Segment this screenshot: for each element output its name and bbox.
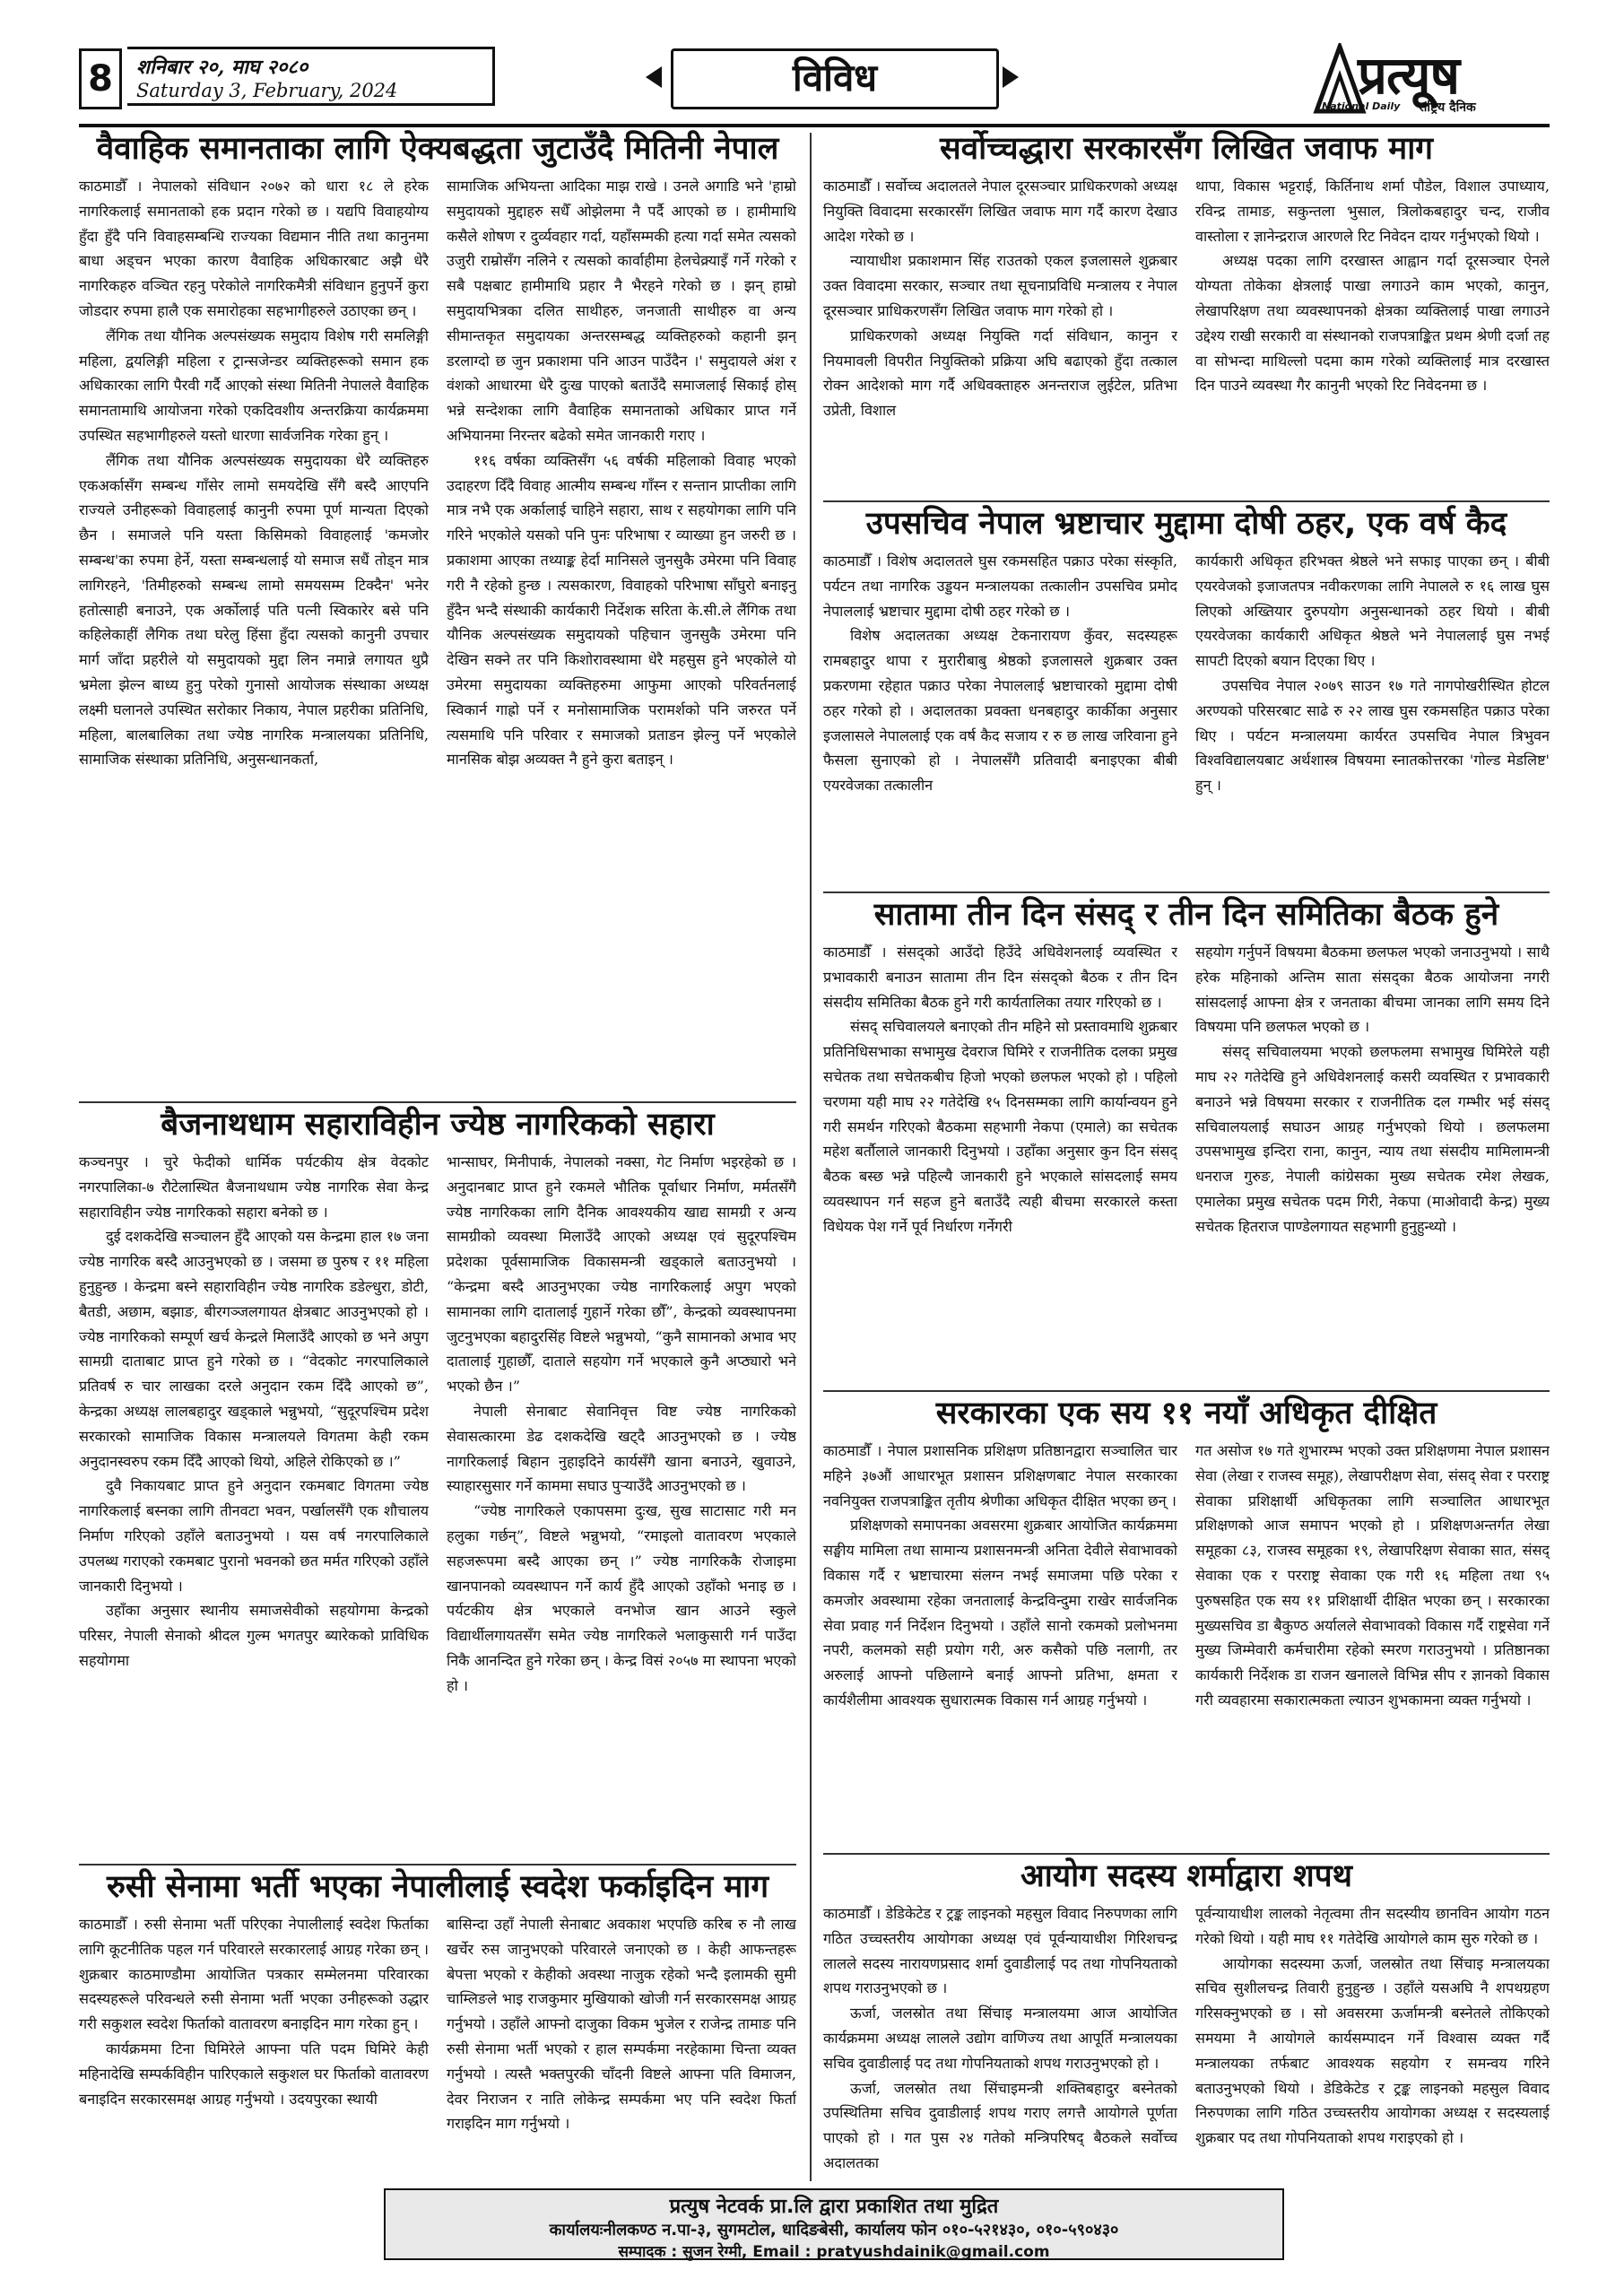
headline: वैवाहिक समानताका लागि ऐक्यबद्धता जुटाउँदै मितिनी नेपाल: [96, 131, 779, 167]
paragraph: उपसचिव नेपाल २०७९ साउन १७ गते नागपोखरीस्थित होटल अरण्यको परिसरबाट साढे रु २२ लाख घुस रकमसहित पक्राउ परेका थिए । पर्यटन मन्त्रालयमा कार्यरत उपसचिव नेपाल त्रिभुवन विश्वविद्यालयबाट अर्थशास्त्र विषयमा स्नातकोत्तरका 'गोल्ड मेडलिष्ट' हुन् ।: [1195, 676, 1550, 795]
article-divider: [79, 1101, 796, 1103]
article-divider: [823, 1390, 1550, 1392]
paragraph: सहयोग गर्नुपर्ने विषयमा बैठकमा छलफल भएको जनाउनुभयो । साथै हरेक महिनाको अन्तिम साता संसद्का बैठक आयोजना नगरी सांसदलाई आफ्ना क्षेत्र र जनताका बीचमा जानका लागि समय दिने विषयमा पनि छलफल भएको छ ।: [1195, 944, 1550, 1036]
paragraph: ऊर्जा, जलस्रोत तथा सिंचाइमन्त्री शक्तिबहादुर बस्नेतको उपस्थितिमा सचिव दुवाडीलाई शपथ गराए लगत्तै आयोगले पूर्णता पाएको हो । गत पुस २४ गतेको मन्त्रिपरिषद् बैठकले सर्वोच्च अदालतका: [823, 2079, 1177, 2171]
paragraph: काठमाडौँ । सर्वोच्च अदालतले नेपाल दूरसञ्चार प्राधिकरणको अध्यक्ष नियुक्ति विवादमा सरकारसँग लिखित जवाफ माग गर्दै कारण देखाउ आदेश गरेको छ ।: [823, 178, 1177, 245]
paragraph: प्रशिक्षणको समापनका अवसरमा शुक्रबार आयोजित कार्यक्रममा सङ्घीय मामिला तथा सामान्य प्रशासनमन्त्री अनिता देवीले सेवाभावको विकास गर्दै र भ्रष्टाचारमा संलग्न नभई समाजमा पछि परेका र कमजोर अवस्थामा रहेका जनतालाई केन्द्रविन्दुमा राखेर सार्वजनिक सेवा प्रवाह गर्न निर्देशन दिनुभयो । उहाँले सानो रकमको प्रलोभनमा नपरी, कलमको सही प्रयोग गरी, अरु कसैको पछि नलागी, तर अरुलाई आफ्नो पछिलाग्ने बनाई आफ्नो प्रतिभा, क्षमता र कार्यशैलीमा आवश्यक सुधारात्मक विकास गर्न आग्रह गर्नुभयो ।: [823, 1517, 1177, 1709]
paragraph: लैंगिक तथा यौनिक अल्पसंख्यक समुदाय विशेष गरी समलिङ्गी महिला, द्वयलिङ्गी महिला र ट्रान्सजेन्डर व्यक्तिहरूको समान हक अधिकारका लागि पैरवी गर्दै आएको संस्था मितिनी नेपालले वैवाहिक समानतामाथि आयोजना गरेको एकदिवशीय अन्तरक्रिया कार्यक्रममा उपस्थित सहभागीहरुले यस्तो धारणा सार्वजनिक गरेका हुन् ।: [79, 326, 429, 444]
article-column: [1195, 1439, 1550, 1851]
headline: सरकारका एक सय ११ नयाँ अधिकृत दीक्षित: [935, 1396, 1437, 1431]
header-rule: [79, 124, 1550, 127]
article-new-officers: [823, 1394, 1550, 1851]
article-column: [447, 1912, 796, 2181]
article-column: [79, 1912, 429, 2181]
headline: रुसी सेनामा भर्ती भएका नेपालीलाई स्वदेश फर्काइदिन माग: [106, 1869, 769, 1905]
article-parliament-schedule: [823, 895, 1550, 1388]
logo-name: प्रत्यूष: [1358, 45, 1459, 106]
article-marriage-equality: [79, 129, 796, 1098]
article-divider: [823, 891, 1550, 893]
paragraph: ऊर्जा, जलस्रोत तथा सिंचाइ मन्त्रालयमा आज आयोजित कार्यक्रममा अध्यक्ष लालले उद्योग वाणिज्य तथा आपूर्ति मन्त्रालयका सचिव दुवाडीलाई पद तथा गोपनियताको शपथ गराउनुभएको हो ।: [823, 2005, 1177, 2072]
headline: सातामा तीन दिन संसद् र तीन दिन समितिका बैठक हुने: [873, 897, 1499, 933]
headline: आयोग सदस्य शर्माद्वारा शपथ: [1020, 1858, 1352, 1894]
paragraph: प्राधिकरणको अध्यक्ष नियुक्ति गर्दा संविधान, कानुन र नियमावली विपरीत नियुक्तिको प्रक्रिया अघि बढाएको हुँदा तत्काल रोक्न आदेशको माग गर्दै अधिवक्ताहरु अनन्तराज लुईटेल, प्रतिभा उप्रेती, विशाल: [823, 326, 1177, 420]
paragraph: संसद् सचिवालयले बनाएको तीन महिने सो प्रस्तावमाथि शुक्रबार प्रतिनिधिसभाका सभामुख देवराज घिमिरे र राजनीतिक दलका प्रमुख सचेतक तथा सचेतकबीच हिजो भएको छलफल भएको हो । पहिलो चरणमा यही माघ २२ गतेदेखि १५ दिनसम्मका लागि कार्यान्वयन हुने गरी समर्थन गरिएको बैठकमा सहभागी नेकपा (एमाले) का सचेतक महेश बर्तौलाले जानकारी दिनुभयो । उहाँका अनुसार कुन दिन संसद् बैठक बस्छ भन्ने पहिल्यै जानकारी हुने भएकाले सांसदलाई समय व्यवस्थापन गर्न सहज हुने बताउँदै त्यही बीचमा सरकारले कस्ता विधेयक पेश गर्ने पूर्व निर्धारण गर्नेगरी: [823, 1018, 1177, 1235]
paragraph: गत असोज १७ गते शुभारम्भ भएको उक्त प्रशिक्षणमा नेपाल प्रशासन सेवा (लेखा र राजस्व समूह), लेखापरीक्षण सेवा, संसद् सेवा र परराष्ट्र सेवाका प्रशिक्षार्थी अधिकृतका लागि सञ्चालित आधारभूत प्रशिक्षणको आज समापन भएको हो । प्रशिक्षणअन्तर्गत लेखा समूहका ८३, राजस्व समूहका १९, लेखापरिक्षण सेवाका सात, संसद् सेवाका एक र परराष्ट्र सेवाका एक गरी १६ महिला तथा ९५ पुरुषसहित एक सय ११ प्रशिक्षार्थी दीक्षित भएका छन् । सरकारका मुख्यसचिव डा बैकुण्ठ अर्यालले सेवाभावको विकास गर्दै राष्ट्रसेवा गर्ने मुख्य जिम्मेवारी कर्मचारीमा रहेको स्मरण गराउनुभयो । प्रतिष्ठानका कार्यकारी निर्देशक डा राजन खनालले विभिन्न सीप र ज्ञानको विकास गरी व्यवहारमा सकारात्मकता ल्याउन शुभकामना व्यक्त गर्नुभयो ।: [1195, 1442, 1550, 1709]
masthead-logo: [1313, 43, 1550, 118]
date-english: Saturday 3, February, 2024: [136, 80, 398, 101]
article-column: [447, 1150, 796, 1858]
paragraph: आयोगका सदस्यमा ऊर्जा, जलस्रोत तथा सिंचाइ मन्त्रालयका सचिव सुशीलचन्द्र तिवारी हुनुहुन्छ । उहाँले यसअघि नै शपथग्रहण गरिसक्नुभएको छ । सो अवसरमा ऊर्जामन्त्री बस्नेतले तोकिएको समयमा नै आयोगले कार्यसम्पादन गर्ने विश्वास व्यक्त गर्दै मन्त्रालयका तर्फबाट आवश्यक सहयोग र समन्वय गरिने बताउनुभएको थियो । डेडिकेटेड र ट्रङ्क लाइनको महसुल विवाद निरुपणका लागि गठित उच्चस्तरीय आयोगका अध्यक्ष र सदस्यलाई शुक्रबार पद तथा गोपनियताको शपथ गराइएको हो ।: [1195, 1954, 1550, 2147]
paragraph: सामाजिक अभियन्ता आदिका माझ राखे । उनले अगाडि भने 'हाम्रो समुदायको मुद्दाहरु सधैँ ओझेलमा नै पर्दै आएको छ । हामीमाथि कसैले शोषण र दुर्व्यवहार गर्दा, यहाँसम्मकी हत्या गर्दा समेत त्यसको उजुरी राम्रोसँग नलिने र त्यसको कार्वाहीमा हेलचेक्र्याइँ गर्ने गरेको र सबै पक्षबाट हामीमाथि प्रहार नै भैरहने गरेको छ । झन् हाम्रो समुदायभित्रका दलित साथीहरु, जनजाती साथीहरु वा अन्य सीमान्तकृत समुदायका अन्तरसम्बद्ध व्यक्तिहरुको कहानी झन् डरलाग्दो छ जुन प्रकाशमा पनि आउन पाउँदैन ।' समुदायले अंश र वंशको आधारमा धेरै दुःख पाएको बताउँदै समाजलाई सिकाई होस् भन्ने सन्देशका लागि वैवाहिक समानताको अधिकार प्राप्त गर्ने अभियानमा निरन्तर बढेको समेत जानकारी गराए ।: [447, 178, 796, 444]
footer-editor-email: सम्पादक : सुजन रेग्मी, Email : pratyushdainik@gmail.com: [618, 2243, 1050, 2261]
paragraph: दुवै निकायबाट प्राप्त हुने अनुदान रकमबाट विगतमा ज्येष्ठ नागरिकलाई बस्नका लागि तीनवटा भवन, पर्खालसँगै एक शौचालय निर्माण गरिएको उहाँले बताउनुभयो । यस वर्ष नगरपालिकाले उपलब्ध गराएको रकमबाट पुरानो भवनको छत मर्मत गरिएको उहाँले जानकारी दिनुभयो ।: [79, 1477, 429, 1595]
article-column: [1195, 549, 1550, 890]
article-column: [1195, 1901, 1550, 2181]
article-russia-recruits: [79, 1867, 796, 2181]
column-divider: [810, 133, 812, 2181]
page-header: [79, 43, 1550, 122]
logo-subtitle-english: National Daily: [1322, 100, 1401, 112]
headline: बैजनाथधाम सहाराविहीन ज्येष्ठ नागरिकको सहारा: [161, 1107, 715, 1143]
paragraph: काठमाडौँ । रुसी सेनामा भर्ती परिएका नेपालीलाई स्वदेश फिर्ताका लागि कूटनीतिक पहल गर्न परिवारले सरकारलाई आग्रह गरेका छन् । शुक्रबार काठमाण्डौमा आयोजित पत्रकार सम्मेलनमा परिवारका सदस्यहरूले परिवन्धले रुसी सेनामा भर्ती भएका उनीहरूको उद्धार गरी सकुशल स्वदेश फिर्ताको वातावरण बनाइदिन माग गरेका हुन् ।: [79, 1916, 429, 2033]
article-divider: [79, 1864, 796, 1866]
paragraph: कार्यक्रममा टिना घिमिरेले आफ्ना पति पदम घिमिरे केही महिनादेखि सम्पर्कविहीन पारिएकाले सकुशल घर फिर्ताको वातावरण बनाइदिन सरकारसमक्ष आग्रह गर्नुभयो । उदयपुरका स्थायी: [79, 2039, 429, 2108]
article-column: [79, 174, 429, 1093]
article-column: [823, 1439, 1177, 1851]
article-column: [1195, 940, 1550, 1388]
footer-address: कार्यालयःनीलकण्ठ न.पा-३, सुगमटोल, धादिङबेसी, कार्यालय फोन ०१०-५२१४३०, ०१०-५९०४३०: [549, 2221, 1119, 2239]
paragraph: उहाँका अनुसार स्थानीय समाजसेवीको सहयोगमा केन्द्रको परिसर, नेपाली सेनाको श्रीदल गुल्म भगतपुर ब्यारेकको प्राविधिक सहयोगमा: [79, 1602, 429, 1669]
article-divider: [823, 1853, 1550, 1855]
paragraph: बासिन्दा उहाँ नेपाली सेनाबाट अवकाश भएपछि करिब रु नौ लाख खर्चेर रुस जानुभएको परिवारले जनाएको छ । केही आफन्तहरू बेपत्ता भएको र केहीको अवस्था नाजुक रहेको भन्दै इलामकी सुमी चाम्लिङले भाइ राजकुमार मुखियाको खोजी गर्न सरकारसमक्ष आग्रह गर्नुभयो । उहाँले आफ्नो दाजुका विकम भुजेल र राजेन्द्र तामाङ पनि रुसी सेनामा भर्ती भएको र हाल सम्पर्कमा नरहेकामा चिन्ता व्यक्त गर्नुभयो । त्यस्तै भक्तपुरकी चाँदनी विष्टले आफ्ना पति विमाजन, देवर निराजन र नाति लोकेन्द्र सम्पर्कमा भए पनि स्वदेश फिर्ता गराइदिन माग गर्नुभयो ।: [447, 1916, 796, 2133]
paragraph: कञ्चनपुर । चुरे फेदीको धार्मिक पर्यटकीय क्षेत्र वेदकोट नगरपालिका-७ रौटेलास्थित बैजनाथधाम ज्येष्ठ नागरिक सेवा केन्द्र सहाराविहीन ज्येष्ठ नागरिकको सहारा बनेको छ ।: [79, 1153, 429, 1221]
date-nepali: शनिबार २०, माघ २०८०: [136, 56, 308, 79]
paragraph: लैंगिक तथा यौनिक अल्पसंख्यक समुदायका धेरै व्यक्तिहरु एकअर्कासँग सम्बन्ध गाँसेर लामो समयदेखि सँगै बस्दै आएपनि राज्यले उनीहरूको विवाहलाई कानुनी रुपमा पूर्ण मान्यता दिएको छैन । समाजले पनि यस्ता किसिमको विवाहलाई 'कमजोर सम्बन्ध'का रुपमा हेर्ने, यस्ता सम्बन्धलाई यो समाज सधैं तोड्न मात्र लागिरहने, 'तिमीहरुको सम्बन्ध लामो समयसम्म टिक्दैन' भनेर हतोत्साही बनाउने, एक अर्कोलाई पति पत्नी स्विकारेर बसे पनि कहिलेकाहीं लैगिक तथा घरेलु हिंसा हुँदा त्यसको कानुनी उपचार मार्ग जाँदा प्रहरीले यो समुदायको मुद्दा लिन नमान्ने लगायत थुप्रै भ्रमेला झेल्न बाध्य हुनु परेको गुनासो आयोजक संस्थाका अध्यक्ष लक्ष्मी घलानले उपस्थित सरोकार निकाय, नेपाल प्रहरीका प्रतिनिधि, महिला, बालबालिका तथा ज्येष्ठ नागरिक मन्त्रालयका प्रतिनिधि, सामाजिक संस्थाका प्रतिनिधि, अनुसन्धानकर्ता,: [79, 451, 429, 769]
paragraph: काठमाडौँ । नेपाल प्रशासनिक प्रशिक्षण प्रतिष्ठानद्वारा सञ्चालित चार महिने ३७औं आधारभूत प्रशासन प्रशिक्षणबाट नेपाल सरकारका नवनियुक्त राजपत्राङ्कित तृतीय श्रेणीका अधिकृत दीक्षित भएका छन् ।: [823, 1442, 1177, 1509]
headline: सर्वोच्चद्धारा सरकारसँग लिखित जवाफ माग: [940, 131, 1433, 167]
paragraph: थापा, विकास भट्टराई, किर्तिनाथ शर्मा पौडेल, विशाल उपाध्याय, रविन्द्र तामाङ, सकुन्तला भुसाल, त्रिलोकबहादुर चन्द, राजीव वास्तोला र ज्ञानेन्द्रराज आरणले रिट निवेदन दायर गर्नुभएको थियो ।: [1195, 178, 1550, 245]
page-number: 8: [79, 48, 122, 109]
article-baijanathdham: [79, 1105, 796, 1858]
triangle-left-icon: [646, 66, 662, 88]
paragraph: “ज्येष्ठ नागरिकले एकापसमा दुःख, सुख साटासाट गरी मन हलुका गर्छन्”, विष्टले भन्नुभयो, “रमाइलो वातावरण भएकाले सहजरूपमा बस्दै आएका छन् ।” ज्येष्ठ नागरिककै रोजाइमा खानपानको व्यवस्थापन गर्ने कार्य हुँदै आएको उहाँको भनाइ छ । पर्यटकीय क्षेत्र भएकाले वनभोज खान आउने स्कुले विद्यार्थीलगायतसँग समेत ज्येष्ठ नागरिकले भलाकुसारी गर्न पाउँदा निकै आनन्दित हुने गरेका छन् । केन्द्र विसं २०५७ मा स्थापना भएको हो ।: [447, 1502, 796, 1694]
article-column: [823, 940, 1177, 1388]
article-column: [823, 1901, 1177, 2181]
paragraph: पूर्वन्यायाधीश लालको नेतृत्वमा तीन सदस्यीय छानविन आयोग गठन गरेको थियो । यही माघ ११ गतेदेखि आयोगले काम सुरु गरेको छ ।: [1195, 1905, 1550, 1947]
article-column: [823, 174, 1177, 497]
article-supreme-court: [823, 129, 1550, 497]
paragraph: भान्साघर, मिनीपार्क, नेपालको नक्सा, गेट निर्माण भइरहेको छ । अनुदानबाट प्राप्त हुने रकमले भौतिक पूर्वाधार निर्माण, मर्मतसँगै ज्येष्ठ नागरिकका लागि दैनिक आवश्यकीय खाद्य सामग्री र अन्य सामग्रीको व्यवस्था मिलाउँदै आएको अध्यक्ष एवं सुदूरपश्चिम प्रदेशका पूर्वसामाजिक विकासमन्त्री खड्काले बताउनुभयो । “केन्द्रमा बस्दै आउनुभएका ज्येष्ठ नागरिकलाई अपुग भएको सामानका लागि दातालाई गुहार्ने गरेका छौँ”, केन्द्रको व्यवस्थापनमा जुटनुभएका बहादुरसिंह विष्टले भन्नुभयो, “कुनै सामानको अभाव भए दातालाई गुहाछौँ, दाताले सहयोग गर्ने भएकाले कुनै अप्ठ्यारो भने भएको छैन ।”: [447, 1153, 796, 1396]
dateline: [127, 47, 495, 106]
paragraph: विशेष अदालतका अध्यक्ष टेकनारायण कुँवर, सदस्यहरू रामबहादुर थापा र मुरारीबाबु श्रेष्ठको इजलासले शुक्रबार उक्त प्रकरणमा रहेहात पक्राउ परेका नेपाललाई भ्रष्टाचारको मुद्दामा दोषी ठहर गरेको हो । अदालतका प्रवक्ता धनबहादुर कार्कीका अनुसार इजलासले नेपाललाई एक वर्ष कैद सजाय र रु छ लाख जरिवाना हुने फैसला सुनाएको हो । नेपालसँगै प्रतिवादी बनाइएका बीबी एयरवेजका तत्कालीन: [823, 627, 1177, 795]
triangle-right-icon: [1003, 66, 1019, 88]
footer-publisher: प्रत्युष नेटवर्क प्रा.लि द्वारा प्रकाशित तथा मुद्रित: [669, 2196, 999, 2218]
paragraph: अध्यक्ष पदका लागि दरखास्त आह्वान गर्दा दूरसञ्चार ऐनले योग्यता तोकेका क्षेत्रलाई पाखा लगाउने काम भएको, कानुन, लेखापरिक्षण तथा व्यवस्थापनको क्षेत्रका व्यक्तिलाई पाखा लगाउने उद्देश्य राखी सरकारी वा संस्थानको राजपत्राङ्कित प्रथम श्रेणी दर्जा तह वा सोभन्दा माथिल्लो पदमा काम गरेको व्यक्तिलाई मात्र दरखास्त दिन पाउने व्यवस्था गैर कानुनी भएको रिट निवेदनमा छ ।: [1195, 252, 1550, 395]
logo-subtitle-nepali: राष्ट्रिय दैनिक: [1419, 100, 1476, 115]
article-column: [79, 1150, 429, 1858]
article-corruption-verdict: [823, 504, 1550, 890]
paragraph: काठमाडौँ । नेपालको संविधान २०७२ को धारा १८ ले हरेक नागरिकलाई समानताको हक प्रदान गरेको छ । यद्यपि विवाहयोग्य हुँदा हुँदै पनि विवाहसम्बन्धि राज्यका विद्यमान नीति तथा कानुनमा बाधा अड्चन भएका कारण वैवाहिक अधिकारबाट अझै धेरै नागरिकहरु वञ्चित रहनु परेकोले नागरिकमैत्री संविधान हुनुपर्ने कुरा जोडदार रुपमा हालै एक समारोहका सहभागीहरुले उठाएका छन् ।: [79, 178, 429, 319]
paragraph: नेपाली सेनाबाट सेवानिवृत्त विष्ट ज्येष्ठ नागरिकको सेवासत्कारमा डेढ दशकदेखि खट्दै आउनुभएको छ । ज्येष्ठ नागरिकलाई बिहान नुहाइदिने कार्यसँगै खाना बनाउने, खुवाउने, स्याहारसुसार गर्ने काममा सघाउ पुर्‍याउँदै आउनुभएको छ ।: [447, 1402, 796, 1495]
newspaper-page: [79, 43, 1550, 2261]
paragraph: काठमाडौँ । डेडिकेटेड र ट्रङ्क लाइनको महसुल विवाद निरुपणका लागि गठित उच्चस्तरीय आयोगका अध्यक्ष एवं पूर्वन्यायाधीश गिरिशचन्द्र लालले सदस्य नारायणप्रसाद शर्मा दुवाडीलाई पद तथा गोपनियताको शपथ गराउनुभएको छ ।: [823, 1905, 1177, 1997]
paragraph: कार्यकारी अधिकृत हरिभक्त श्रेष्ठले भने सफाइ पाएका छन् । बीबी एयरवेजको इजाजतपत्र नवीकरणका लागि नेपालले रु १६ लाख घुस लिएको अख्तियार दुरुपयोग अनुसन्धानको ठहर थियो । बीबी एयरवेजका कार्यकारी अधिकृत श्रेष्ठले भने नेपाललाई घुस नभई सापटी दिएको बयान दिएका थिए ।: [1195, 552, 1550, 670]
section-title: विविध: [671, 48, 999, 109]
article-column: [823, 549, 1177, 890]
article-divider: [823, 500, 1550, 502]
paragraph: न्यायाधीश प्रकाशमान सिंह राउतको एकल इजलासले शुक्रबार उक्त विवादमा सरकार, सञ्चार तथा सूचनाप्रविधि मन्त्रालय र नेपाल दूरसञ्चार प्राधिकरणसँग लिखित जवाफ माग गरेको हो ।: [823, 252, 1177, 319]
headline: उपसचिव नेपाल भ्रष्टाचार मुद्दामा दोषी ठहर, एक वर्ष कैद: [865, 506, 1507, 542]
paragraph: काठमाडौँ । संसद्को आउँदो हिउँदे अधिवेशनलाई व्यवस्थित र प्रभावकारी बनाउन सातामा तीन दिन संसद्को बैठक र तीन दिन संसदीय समितिका बैठक हुने गरी कार्यतालिका तयार गरिएको छ ।: [823, 944, 1177, 1011]
publisher-footer: [384, 2188, 1284, 2260]
paragraph: दुई दशकदेखि सञ्चालन हुँदै आएको यस केन्द्रमा हाल १७ जना ज्येष्ठ नागरिक बस्दै आउनुभएको छ । जसमा छ पुरुष र ११ महिला हुनुहुन्छ । केन्द्रमा बस्ने सहाराविहीन ज्येष्ठ नागरिक डडेल्धुरा, डोटी, बैतडी, अछाम, बझाङ, बीरगञ्जलगायत क्षेत्रबाट आउनुभएको हो । ज्येष्ठ नागरिकको सम्पूर्ण खर्च केन्द्रले मिलाउँदै आएको छ भने अपुग सामग्री दाताबाट प्राप्त हुने गरेको छ । “वेदकोट नगरपालिकाले प्रतिवर्ष रु चार लाखका दरले अनुदान रकम दिँदै आएको छ”, केन्द्रका अध्यक्ष लालबहादुर खड्काले भन्नुभयो, “सुदूरपश्चिम प्रदेश सरकारको सामाजिक विकास मन्त्रालयले विगतमा केही रकम अनुदानस्वरुप रकम दिँदै आएको थियो, अहिले रोकिएको छ ।”: [79, 1228, 429, 1470]
paragraph: काठमाडौँ । विशेष अदालतले घुस रकमसहित पक्राउ परेका संस्कृति, पर्यटन तथा नागरिक उड्डयन मन्त्रालयका तत्कालीन उपसचिव प्रमोद नेपाललाई भ्रष्टाचार मुद्दामा दोषी ठहर गरेको छ ।: [823, 552, 1177, 620]
article-column: [447, 174, 796, 1093]
article-column: [1195, 174, 1550, 497]
article-commission-oath: [823, 1857, 1550, 2181]
paragraph: संसद् सचिवालयमा भएको छलफलमा सभामुख घिमिरेले यही माघ २२ गतेदेखि हुने अधिवेशनलाई कसरी व्यवस्थित र प्रभावकारी बनाउने भन्ने विषयमा सरकार र राजनीतिक दल गम्भीर भई संसद् सचिवालयलाई सघाउन आग्रह गर्नुभएको थियो । छलफलमा उपसभामुख इन्दिरा राना, कानुन, न्याय तथा संसदीय मामिलामन्त्री धनराज गुरुङ, नेपाली कांग्रेसका मुख्य सचेतक रमेश लेखक, एमालेका प्रमुख सचेतक पदम गिरी, नेकपा (माओवादी केन्द्र) मुख्य सचेतक हितराज पाण्डेलगायत सहभागी हुनुहुन्थ्यो ।: [1195, 1043, 1550, 1235]
paragraph: ११६ वर्षका व्यक्तिसँग ५६ वर्षकी महिलाको विवाह भएको उदाहरण दिँदै विवाह आत्मीय सम्बन्ध गाँस्न र सन्तान प्राप्तीका लागि मात्र नभै एक अर्कालाई चाहिने सहारा, साथ र सहयोगका लागि पनि गरिने भएकोले यसको पनि पुनः परिभाषा र व्याख्या हुन जरुरी छ । प्रकाशमा आएका तथ्याङ्क हेर्दा मानिसले जुनसुकै उमेरमा पनि विवाह गरी नै रहेको हुन्छ । त्यसकारण, विवाहको परिभाषा साँघुरो बनाइनु हुँदैन भन्दै संस्थाकी कार्यकारी निर्देशक सरिता के.सी.ले लैंगिक तथा यौनिक अल्पसंख्यक समुदायको पहिचान जुनसुकै उमेरमा पनि देखिन सक्ने तर पनि किशोरावस्थामा धेरै महसुस हुने भएकोले यो उमेरमा समुदायका व्यक्तिहरुमा आफुमा आएको परिवर्तनलाई स्विकार्न गाह्रो पर्ने र मनोसामाजिक परामर्शको पनि जरुरत पर्ने त्यसमाथि पनि परिवार र समाजको प्रताडन झेल्नु पर्ने भएकोले मानसिक बोझ अव्यक्त नै हुने कुरा बताइन् ।: [447, 451, 796, 769]
